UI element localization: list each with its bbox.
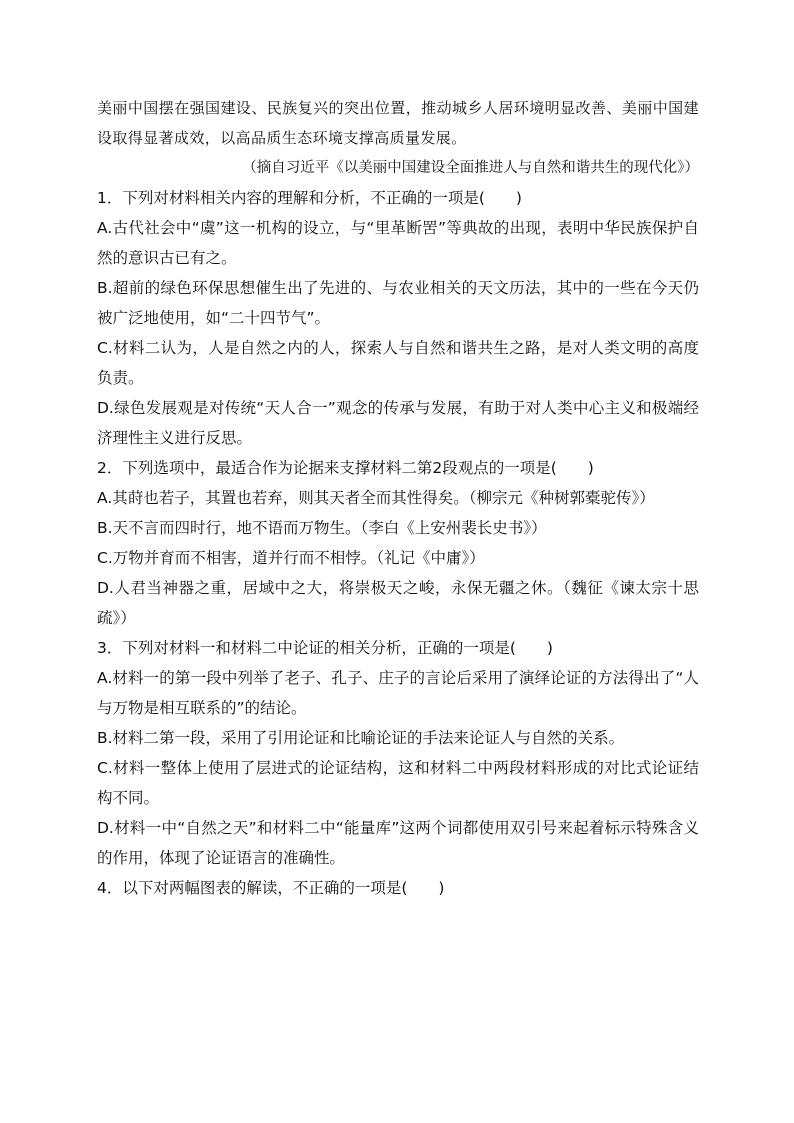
question-1 — [97, 183, 699, 453]
option-d: D.绿色发展观是对传统“天人合一”观念的传承与发展，有助于对人类中心主义和极端经济理性主义进行反思。 — [97, 399, 699, 447]
question-stem: 2．下列选项中，最适合作为论据来支撑材料二第2段观点的一项是( ) — [97, 459, 594, 477]
option-a: A.古代社会中“虞”这一机构的设立，与“里革断罟”等典故的出现，表明中华民族保护自然的意识古已有之。 — [97, 219, 699, 267]
option-c: C.材料一整体上使用了层进式的论证结构，这和材料二中两段材料形成的对比式论证结构不同。 — [97, 759, 699, 807]
question-stem: 4．以下对两幅图表的解读，不正确的一项是( ) — [97, 879, 445, 897]
document-content — [97, 93, 699, 903]
source-citation: （摘自习近平《以美丽中国建设全面推进人与自然和谐共生的现代化》） — [242, 160, 699, 176]
option-a: A.材料一的第一段中列举了老子、孔子、庄子的言论后采用了演绎论证的方法得出了“人与万物是相互联系的”的结论。 — [97, 669, 699, 717]
option-d: D.人君当神器之重，居域中之大，将崇极天之峻，永保无疆之休。（魏征《谏太宗十思疏》） — [97, 579, 699, 627]
question-4 — [97, 873, 699, 903]
question-3 — [97, 633, 699, 873]
option-b: B.天不言而四时行，地不语而万物生。（李白《上安州裴长史书》） — [97, 519, 547, 537]
option-c: C.材料二认为，人是自然之内的人，探索人与自然和谐共生之路，是对人类文明的高度负责。 — [97, 339, 699, 387]
question-stem: 3．下列对材料一和材料二中论证的相关分析，正确的一项是( ) — [97, 639, 553, 657]
intro-paragraph: 美丽中国摆在强国建设、民族复兴的突出位置，推动城乡人居环境明显改善、美丽中国建设取得显著成效，以高品质生态环境支撑高质量发展。 — [97, 99, 699, 147]
option-d: D.材料一中“自然之天”和材料二中“能量库”这两个词都使用双引号来起着标示特殊含义的作用，体现了论证语言的准确性。 — [97, 819, 699, 867]
option-b: B.超前的绿色环保思想催生出了先进的、与农业相关的天文历法，其中的一些在今天仍被广泛地使用，如“二十四节气”。 — [97, 279, 699, 327]
option-b: B.材料二第一段，采用了引用论证和比喻论证的手法来论证人与自然的关系。 — [97, 729, 625, 747]
option-a: A.其莳也若子，其置也若弃，则其天者全而其性得矣。（柳宗元《种树郭橐驼传》） — [97, 489, 655, 507]
option-c: C.万物并育而不相害，道并行而不相悖。（礼记《中庸》） — [97, 549, 485, 567]
question-stem: 1．下列对材料相关内容的理解和分析，不正确的一项是( ) — [97, 189, 522, 207]
question-2 — [97, 453, 699, 633]
